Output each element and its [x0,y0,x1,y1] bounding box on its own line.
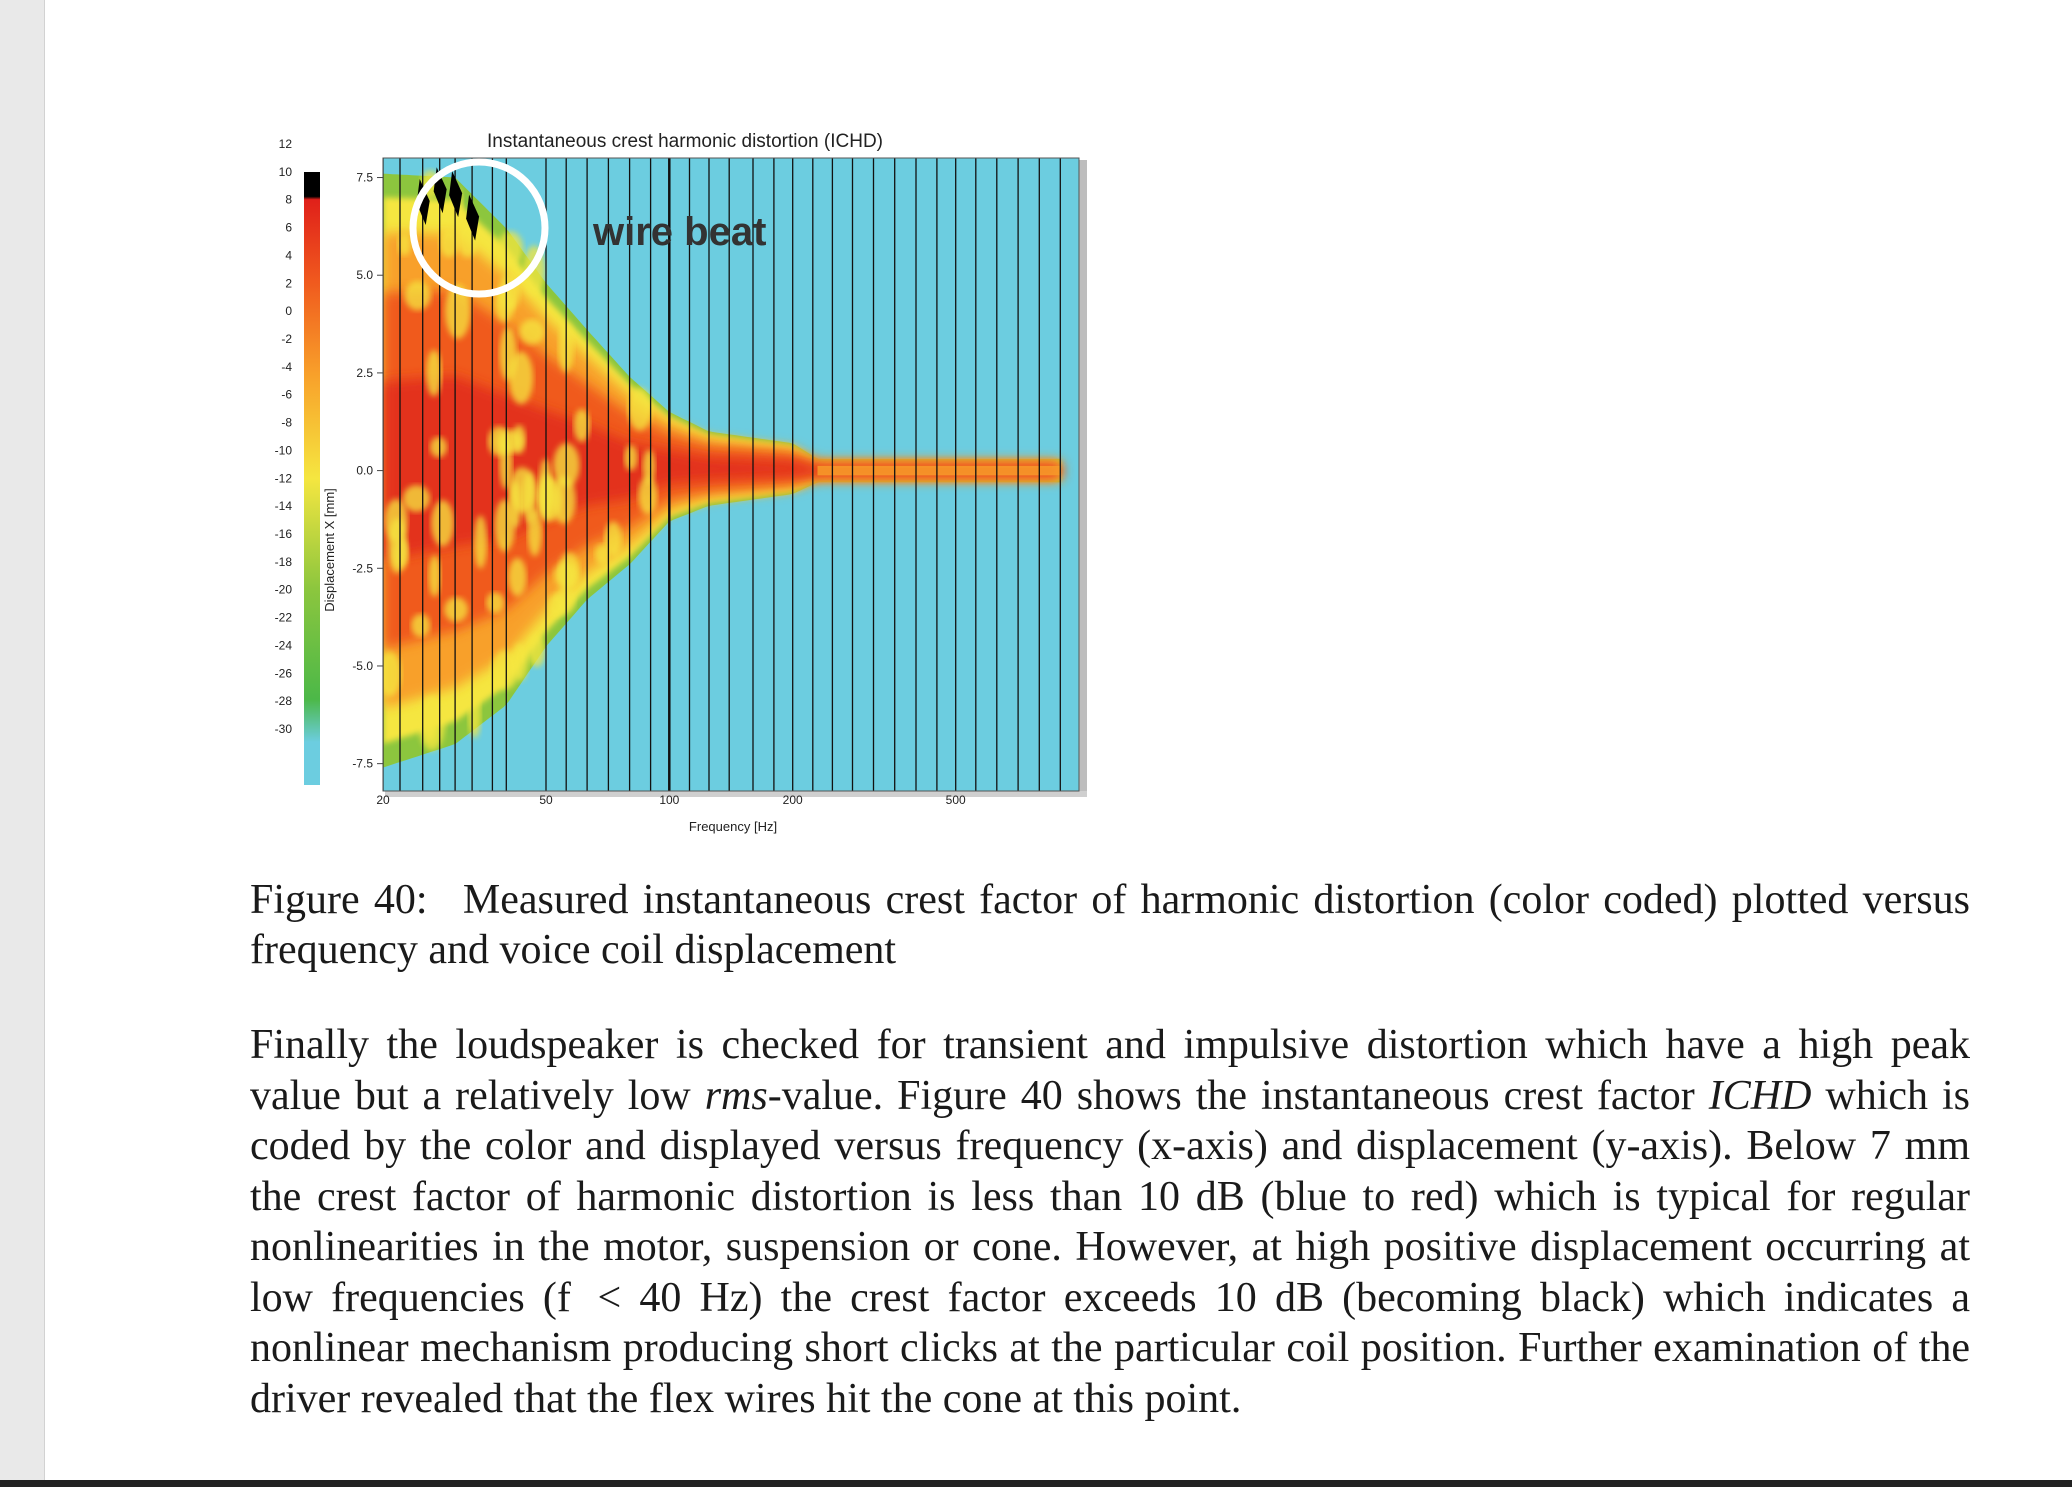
x-tick-label: 200 [782,793,803,807]
heatmap-texture-spot [508,558,526,596]
plot-shadow-right [1079,160,1087,793]
x-tick-label: 50 [539,793,553,807]
heatmap-texture-spot [486,592,504,613]
colorbar-tick-label: -12 [274,471,292,486]
heatmap-texture-spot [423,720,436,741]
ichd-term: ICHD [1708,1072,1812,1119]
ichd-figure [245,120,1135,840]
y-tick-label: -2.5 [352,561,373,576]
x-tick-label: 500 [945,793,966,807]
colorbar-tick-label: -22 [274,610,292,625]
heatmap-texture-spot [528,634,545,667]
heatmap-texture-spot [444,597,468,622]
colorbar-tick-label: 4 [285,248,292,263]
window-bottom-bar [0,1480,2072,1487]
heatmap-texture-spot [474,515,487,568]
heatmap-texture-spot [509,351,534,404]
x-axis-label: Frequency [Hz] [688,819,778,834]
body-text-3: which is coded by the color and displayed versus frequency (x-axis) and displacement (y-axis). Below 7 mm the crest factor of harmonic distortion is less than 10 dB (blue to red) which is typical for regular nonlinearities in the motor, suspension or cone. However, at high positive displacement occurring at low frequencies (f < 40 Hz) the crest factor exceeds 10 dB (becoming black) which indicates a nonlinear mechanism producing short clicks at the particular coil position. Further examination of the driver revealed that the flex wires hit the cone at this point. [250,1072,1970,1422]
high-freq-core-band [818,466,1061,475]
heatmap-texture-spot [509,467,535,513]
colorbar-tick-label: -26 [274,666,292,681]
heatmap-texture-spot [547,594,565,618]
chart-title: Instantaneous crest harmonic distortion (ICHD) [487,131,883,152]
colorbar-tick-label: 12 [278,137,292,151]
body-text-1: Finally the loudspeaker is checked for transient and impulsive distortion which have a high peak value but a relatively low [250,1022,1970,1119]
wire-beat-label: wire beat [593,210,767,254]
x-tick-label: 100 [659,793,680,807]
colorbar-tick-label: -20 [274,582,292,597]
document-page [44,0,2072,1480]
colorbar-tick-label: 2 [285,276,292,291]
heatmap-texture-spot [552,476,576,524]
heatmap-texture-spot [624,445,637,471]
rms-term: rms [704,1072,768,1119]
heatmap-texture-spot [491,650,519,690]
colorbar-tick-label: 10 [278,164,292,179]
heatmap-texture-spot [403,485,430,512]
y-tick-label: 7.5 [356,170,373,185]
colorbar-tick-label: -10 [274,443,292,458]
colorbar-tick-label: 6 [285,220,292,235]
colorbar-tick-label: -16 [274,527,292,541]
colorbar [304,172,320,785]
heatmap-texture-spot [519,319,544,344]
colorbar-tick-label: -8 [281,415,292,430]
colorbar-tick-label: -28 [274,694,292,709]
colorbar-tick-label: -24 [274,638,292,653]
heatmap-texture-spot [497,231,523,266]
heatmap-texture-spot [643,449,656,483]
heatmap-texture-spot [494,499,515,552]
x-tick-label: 20 [376,793,390,807]
colorbar-tick-label: 0 [285,304,292,319]
colorbar-tick-label: -30 [274,722,292,736]
ichd-chart [245,120,1135,840]
y-tick-label: -7.5 [352,756,373,771]
plot-shadow-bottom [385,791,1087,797]
heatmap-texture-spot [378,651,401,696]
colorbar-tick-label: -2 [281,332,292,346]
body-paragraph [250,1020,1970,1424]
colorbar-tick-label: -6 [281,387,292,402]
colorbar-tick-label: 8 [285,192,292,207]
colorbar-tick-label: -4 [281,359,292,374]
heatmap-texture-spot [431,500,454,547]
y-axis-label: Displacement X [mm] [322,488,337,612]
heatmap-texture-spot [430,437,447,458]
heatmap-texture-spot [468,691,481,738]
colorbar-tick-label: -14 [274,499,292,514]
y-tick-label: 5.0 [356,268,373,283]
heatmap-texture-spot [388,518,407,574]
heatmap-texture-spot [628,388,652,431]
heatmap-texture-spot [411,614,430,637]
figure-caption: Figure 40: Measured instantaneous crest factor of harmonic distortion (color coded) plotted versus frequency and voice coil displacement [250,877,1970,973]
y-tick-label: -5.0 [352,658,373,673]
body-text-2: -value. Figure 40 shows the instantaneous crest factor [767,1072,1709,1119]
heatmap-texture-spot [604,521,622,556]
heatmap-texture-spot [496,430,522,454]
y-tick-label: 0.0 [356,463,373,478]
colorbar-tick-label: -18 [274,554,292,569]
heatmap-texture-spot [439,229,459,257]
heatmap-texture-spot [405,281,431,311]
y-tick-label: 2.5 [356,365,373,380]
